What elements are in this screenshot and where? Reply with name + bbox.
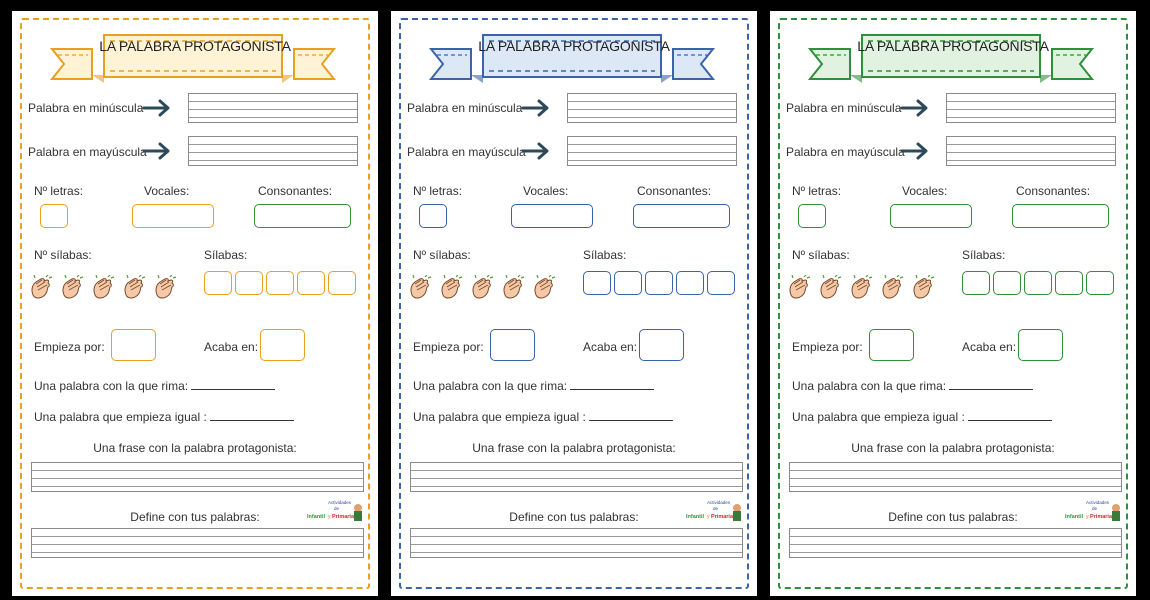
label-starts-with: Empieza por: (413, 340, 484, 354)
worksheet-orange (12, 11, 378, 596)
clapping-hands-icon[interactable] (121, 275, 147, 301)
logo-line-1: Actividades (707, 500, 731, 505)
label-uppercase: Palabra en mayúscula (28, 145, 147, 159)
lowercase-writing-lines[interactable] (946, 93, 1116, 123)
ends-with-box[interactable] (1018, 329, 1063, 361)
same-start-row (413, 410, 673, 424)
logo-line-1: Actividades (328, 500, 352, 505)
activities-logo (685, 498, 745, 526)
starts-with-box[interactable] (111, 329, 156, 361)
label-define: Define con tus palabras: (130, 510, 260, 524)
arrow-right-icon (521, 141, 551, 161)
uppercase-writing-lines[interactable] (946, 136, 1116, 166)
define-writing-lines[interactable] (789, 528, 1122, 558)
clapping-hands-icon[interactable] (152, 275, 178, 301)
syllable-box[interactable] (297, 271, 325, 295)
syllable-box[interactable] (707, 271, 735, 295)
arrow-right-icon (900, 98, 930, 118)
same-start-row (792, 410, 1052, 424)
logo-line-3c: Primaria (711, 514, 734, 520)
label-syllable-count: Nº sílabas: (34, 248, 92, 262)
clapping-hands-icon[interactable] (500, 275, 526, 301)
clapping-hands-icon[interactable] (786, 275, 812, 301)
label-letters: Nº letras: (413, 184, 463, 198)
label-lowercase: Palabra en minúscula (786, 101, 902, 115)
label-starts-with: Empieza por: (792, 340, 863, 354)
syllable-box[interactable] (583, 271, 611, 295)
define-writing-lines[interactable] (31, 528, 364, 558)
label-same-start: Una palabra que empieza igual : (413, 410, 586, 424)
label-ends-with: Acaba en: (204, 340, 259, 354)
label-syllable-count: Nº sílabas: (792, 248, 850, 262)
label-sentence: Una frase con la palabra protagonista: (93, 441, 297, 455)
vowels-box[interactable] (511, 204, 593, 228)
label-define: Define con tus palabras: (888, 510, 1018, 524)
letters-box[interactable] (40, 204, 68, 228)
uppercase-writing-lines[interactable] (188, 136, 358, 166)
worksheet-title: LA PALABRA PROTAGONISTA (99, 38, 291, 54)
label-define: Define con tus palabras: (509, 510, 639, 524)
logo-line-3c: Primaria (1090, 514, 1113, 520)
label-uppercase: Palabra en mayúscula (407, 145, 526, 159)
lowercase-writing-lines[interactable] (188, 93, 358, 123)
label-uppercase: Palabra en mayúscula (786, 145, 905, 159)
logo-line-3a: Infantil (307, 514, 326, 520)
consonants-box[interactable] (254, 204, 351, 228)
label-sentence: Una frase con la palabra protagonista: (851, 441, 1055, 455)
consonants-box[interactable] (1012, 204, 1109, 228)
label-vowels: Vocales: (144, 184, 190, 198)
ends-with-box[interactable] (639, 329, 684, 361)
label-vowels: Vocales: (523, 184, 569, 198)
label-consonants: Consonantes: (258, 184, 333, 198)
logo-line-2: de (334, 506, 340, 511)
activities-logo (306, 498, 366, 526)
same-start-blank[interactable] (210, 411, 294, 421)
sentence-writing-lines[interactable] (410, 462, 743, 492)
logo-line-3b: y (707, 514, 710, 520)
arrow-right-icon (142, 141, 172, 161)
logo-line-3b: y (1086, 514, 1089, 520)
activities-logo (1064, 498, 1124, 526)
label-lowercase: Palabra en minúscula (28, 101, 144, 115)
starts-with-box[interactable] (490, 329, 535, 361)
same-start-blank[interactable] (589, 411, 673, 421)
ends-with-box[interactable] (260, 329, 305, 361)
label-syllables: Sílabas: (583, 248, 627, 262)
logo-line-1: Actividades (1086, 500, 1110, 505)
arrow-right-icon (521, 98, 551, 118)
label-same-start: Una palabra que empieza igual : (34, 410, 207, 424)
label-ends-with: Acaba en: (583, 340, 638, 354)
syllable-box[interactable] (676, 271, 704, 295)
label-sentence: Una frase con la palabra protagonista: (472, 441, 676, 455)
clapping-hands-icon[interactable] (848, 275, 874, 301)
label-consonants: Consonantes: (1016, 184, 1091, 198)
syllable-box[interactable] (204, 271, 232, 295)
syllable-box[interactable] (1086, 271, 1114, 295)
rhyme-row (413, 379, 654, 393)
rhyme-row (34, 379, 275, 393)
worksheet-blue (391, 11, 757, 596)
vowels-box[interactable] (132, 204, 214, 228)
vowels-box[interactable] (890, 204, 972, 228)
label-rhyme: Una palabra con la que rima: (792, 379, 947, 393)
label-rhyme: Una palabra con la que rima: (34, 379, 189, 393)
syllable-box[interactable] (1024, 271, 1052, 295)
arrow-right-icon (900, 141, 930, 161)
letters-box[interactable] (419, 204, 447, 228)
syllable-box[interactable] (328, 271, 356, 295)
same-start-row (34, 410, 294, 424)
worksheet-title: LA PALABRA PROTAGONISTA (857, 38, 1049, 54)
logo-line-2: de (713, 506, 719, 511)
label-syllables: Sílabas: (962, 248, 1006, 262)
clapping-hands-icon[interactable] (531, 275, 557, 301)
clapping-hands-icon[interactable] (879, 275, 905, 301)
label-consonants: Consonantes: (637, 184, 712, 198)
label-letters: Nº letras: (792, 184, 842, 198)
label-syllable-count: Nº sílabas: (413, 248, 471, 262)
logo-line-3b: y (328, 514, 331, 520)
label-rhyme: Una palabra con la que rima: (413, 379, 568, 393)
clapping-hands-icon[interactable] (28, 275, 54, 301)
clapping-hands-icon[interactable] (407, 275, 433, 301)
label-lowercase: Palabra en minúscula (407, 101, 523, 115)
label-vowels: Vocales: (902, 184, 948, 198)
consonants-box[interactable] (633, 204, 730, 228)
clapping-hands-icon[interactable] (910, 275, 936, 301)
syllable-box[interactable] (645, 271, 673, 295)
sentence-writing-lines[interactable] (789, 462, 1122, 492)
label-ends-with: Acaba en: (962, 340, 1017, 354)
logo-line-3c: Primaria (332, 514, 355, 520)
syllable-box[interactable] (1055, 271, 1083, 295)
uppercase-writing-lines[interactable] (567, 136, 737, 166)
logo-line-2: de (1092, 506, 1098, 511)
rhyme-blank[interactable] (570, 380, 654, 390)
clapping-hands-icon[interactable] (59, 275, 85, 301)
same-start-blank[interactable] (968, 411, 1052, 421)
label-same-start: Una palabra que empieza igual : (792, 410, 965, 424)
syllable-box[interactable] (962, 271, 990, 295)
logo-line-3a: Infantil (686, 514, 705, 520)
label-starts-with: Empieza por: (34, 340, 105, 354)
syllable-box[interactable] (993, 271, 1021, 295)
define-writing-lines[interactable] (410, 528, 743, 558)
clapping-hands-icon[interactable] (469, 275, 495, 301)
clapping-hands-icon[interactable] (817, 275, 843, 301)
clapping-hands-icon[interactable] (90, 275, 116, 301)
letters-box[interactable] (798, 204, 826, 228)
rhyme-row (792, 379, 1033, 393)
logo-line-3a: Infantil (1065, 514, 1084, 520)
worksheet-green (770, 11, 1136, 596)
sentence-writing-lines[interactable] (31, 462, 364, 492)
label-syllables: Sílabas: (204, 248, 248, 262)
clapping-hands-icon[interactable] (438, 275, 464, 301)
starts-with-box[interactable] (869, 329, 914, 361)
syllable-box[interactable] (235, 271, 263, 295)
label-letters: Nº letras: (34, 184, 84, 198)
syllable-box[interactable] (266, 271, 294, 295)
worksheet-title: LA PALABRA PROTAGONISTA (478, 38, 670, 54)
rhyme-blank[interactable] (191, 380, 275, 390)
rhyme-blank[interactable] (949, 380, 1033, 390)
lowercase-writing-lines[interactable] (567, 93, 737, 123)
syllable-box[interactable] (614, 271, 642, 295)
arrow-right-icon (142, 98, 172, 118)
